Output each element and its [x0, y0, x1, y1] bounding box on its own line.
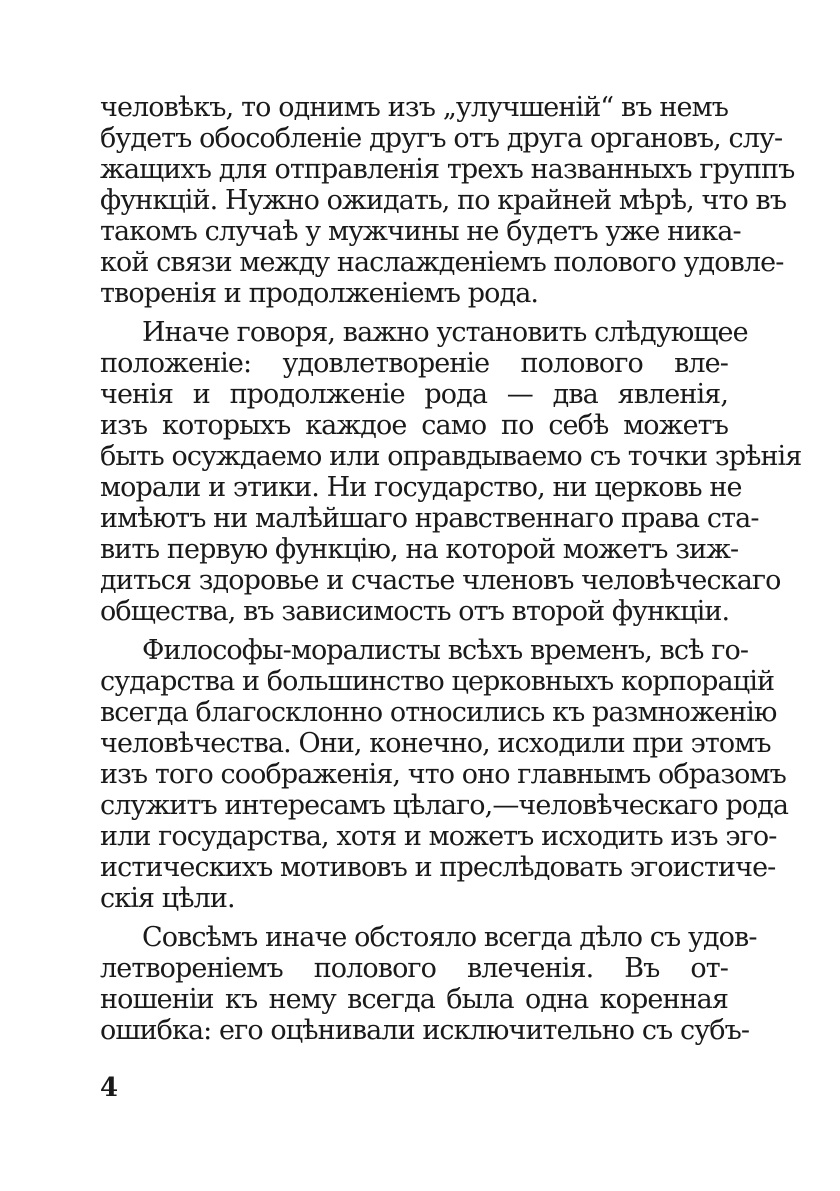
text-line: или государства, хотя и можетъ исходить изъ эго-	[100, 821, 777, 852]
text-line: вить первую функцію, на которой можетъ зиж-	[100, 534, 739, 565]
text-line: изъ того соображенія, что оно главнымъ образомъ	[100, 759, 786, 790]
text-line: будетъ обособленіе другъ отъ друга органовъ, слу-	[100, 123, 783, 154]
text-line: быть осуждаемо или оправдываемо съ точки зрѣнія	[100, 441, 802, 472]
text-line: диться здоровье и счастье членовъ человѣческаго	[100, 565, 781, 596]
page-body	[100, 92, 802, 1054]
text-line: общества, въ зависимость отъ второй функціи.	[100, 596, 730, 627]
text-line: человѣкъ, то однимъ изъ „улучшеній“ въ немъ	[100, 92, 728, 123]
text-line: Совсѣмъ иначе обстояло всегда дѣло съ удов-	[142, 922, 757, 953]
text-line: изъ которыхъ каждое само по себѣ можетъ	[100, 410, 728, 441]
text-line: жащихъ для отправленія трехъ названныхъ группъ	[100, 154, 795, 185]
text-line: скія цѣли.	[100, 883, 235, 914]
text-line: кой связи между наслажденіемъ полового удовле-	[100, 247, 784, 278]
text-line: летвореніемъ полового влеченія. Въ от-	[100, 953, 728, 984]
text-line: имѣютъ ни малѣйшаго нравственнаго права ста-	[100, 503, 759, 534]
paragraph-2	[100, 317, 802, 627]
text-line: сударства и большинство церковныхъ корпорацій	[100, 666, 775, 697]
text-line: положеніе: удовлетвореніе полового вле-	[100, 348, 728, 379]
text-line: функцій. Нужно ожидать, по крайней мѣрѣ, что въ	[100, 185, 787, 216]
text-line: творенія и продолженіемъ рода.	[100, 278, 539, 309]
paragraph-4	[100, 922, 757, 1046]
text-line: Философы-моралисты всѣхъ временъ, всѣ го-	[142, 635, 749, 666]
text-line: такомъ случаѣ у мужчины не будетъ уже ника-	[100, 216, 741, 247]
text-line: истическихъ мотивовъ и преслѣдовать эгоистиче-	[100, 852, 776, 883]
paragraph-3	[100, 635, 789, 914]
text-line: человѣчества. Они, конечно, исходили при этомъ	[100, 728, 771, 759]
paragraph-1	[100, 92, 795, 309]
text-line: ченія и продолженіе рода — два явленія,	[100, 379, 728, 410]
text-line: служитъ интересамъ цѣлаго,—человѣческаго рода	[100, 790, 789, 821]
page-number: 4	[100, 1073, 119, 1103]
text-line: всегда благосклонно относились къ размноженію	[100, 697, 777, 728]
text-line: ошибка: его оцѣнивали исключительно съ субъ-	[100, 1015, 750, 1046]
text-line: ношеніи къ нему всегда была одна коренная	[100, 984, 728, 1015]
text-line: Иначе говоря, важно установить слѣдующее	[142, 317, 748, 348]
text-line: морали и этики. Ни государство, ни церковь не	[100, 472, 742, 503]
